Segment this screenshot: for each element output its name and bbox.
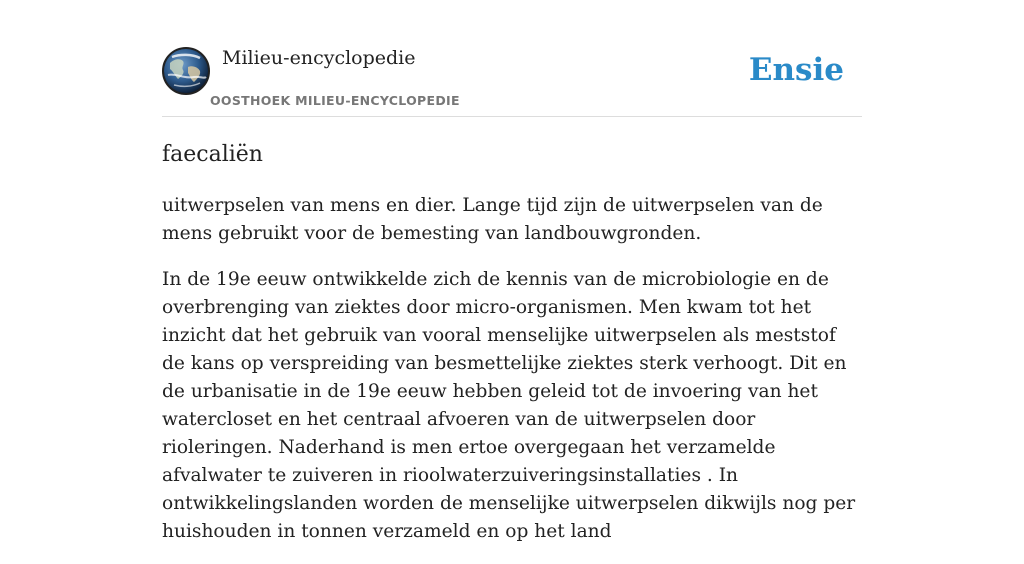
article-paragraph: uitwerpselen van mens en dier. Lange tijd zijn de uitwerpselen van de mens gebruikt voor de bemesting van landbouwgronden. [162, 195, 823, 244]
page-title: faecaliën [162, 142, 263, 167]
brand-logo[interactable]: Ensie [748, 52, 844, 88]
site-subtitle[interactable]: OOSTHOEK MILIEU-ENCYCLOPEDIE [210, 93, 460, 108]
site-header [162, 46, 862, 117]
article-paragraph: In de 19e eeuw ontwikkelde zich de kennis van de microbiologie en de overbrenging van ziektes door micro-organismen. Men kwam tot het inzicht dat het gebruik van vooral menselijke uitwerpselen als meststof de kans op verspreiding van besmettelijke ziektes sterk verhoogt. Dit en de urbanisatie in de 19e eeuw hebben geleid tot de invoering van het watercloset en het centraal afvoeren van de uitwerpselen door rioleringen. Naderhand is men ertoe overgegaan het verzamelde afvalwater te zuiveren in rioolwaterzuiveringsinstallaties . In ontwikkelingslanden worden de menselijke uitwerpselen dikwijls nog per huishouden in tonnen verzameld en op het land [162, 269, 856, 542]
site-title[interactable]: Milieu-encyclopedie [222, 47, 416, 69]
article-body [162, 192, 862, 564]
earth-globe-icon[interactable] [162, 47, 210, 95]
